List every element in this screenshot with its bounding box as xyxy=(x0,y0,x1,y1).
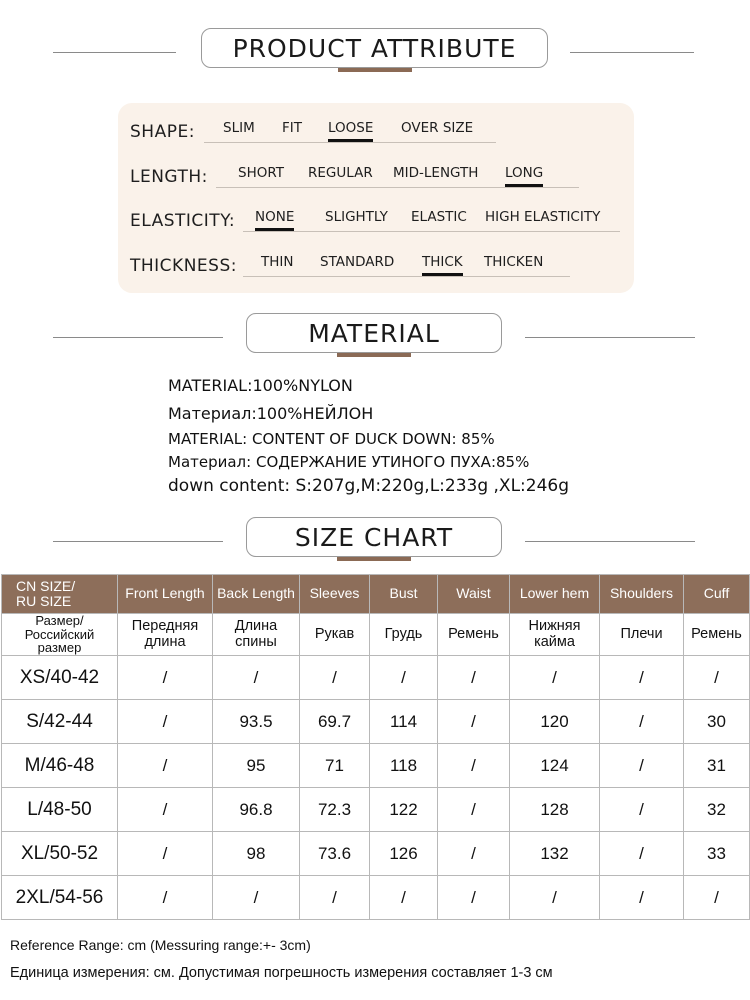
measurement-cell: Lower hem xyxy=(510,575,600,614)
measurement-cell: / xyxy=(300,656,370,700)
measurement-cell: / xyxy=(510,876,600,920)
reference-range-note: Reference Range: cm (Messuring range:+- 3cm) xyxy=(10,937,311,953)
measurement-cell: / xyxy=(438,832,510,876)
measurement-cell: / xyxy=(600,788,684,832)
reference-range-note-ru: Единица измерения: см. Допустимая погрешность измерения составляет 1-3 см xyxy=(10,965,553,981)
table-row xyxy=(2,876,750,920)
section-title: MATERIAL xyxy=(246,313,502,353)
measurement-cell: 98 xyxy=(213,832,300,876)
measurement-cell: / xyxy=(600,656,684,700)
attr-label: THICKNESS: xyxy=(130,256,237,276)
measurement-cell: Рукав xyxy=(300,614,370,656)
divider-left xyxy=(53,52,176,53)
measurement-cell: 71 xyxy=(300,744,370,788)
size-chart-header xyxy=(0,517,750,567)
size-label-cell: L/48-50 xyxy=(2,788,118,832)
measurement-cell: / xyxy=(213,656,300,700)
measurement-cell: Грудь xyxy=(370,614,438,656)
measurement-cell: 30 xyxy=(684,700,750,744)
measurement-cell: / xyxy=(370,876,438,920)
size-label-cell: S/42-44 xyxy=(2,700,118,744)
measurement-cell: / xyxy=(438,700,510,744)
measurement-cell: Waist xyxy=(438,575,510,614)
measurement-cell: 124 xyxy=(510,744,600,788)
attr-option: SLIGHTLY xyxy=(325,209,388,225)
attr-underline xyxy=(243,231,620,232)
measurement-cell: / xyxy=(438,788,510,832)
measurement-cell: 73.6 xyxy=(300,832,370,876)
measurement-cell: 95 xyxy=(213,744,300,788)
measurement-cell: Bust xyxy=(370,575,438,614)
measurement-cell: / xyxy=(118,656,213,700)
measurement-cell: 118 xyxy=(370,744,438,788)
attr-label: LENGTH: xyxy=(130,167,208,187)
measurement-cell: 128 xyxy=(510,788,600,832)
measurement-cell: / xyxy=(370,656,438,700)
measurement-cell: 32 xyxy=(684,788,750,832)
measurement-cell: / xyxy=(213,876,300,920)
attr-row-length xyxy=(118,163,634,193)
attr-underline xyxy=(204,142,496,143)
measurement-cell: 93.5 xyxy=(213,700,300,744)
size-label-cell: CN SIZE/ RU SIZE xyxy=(2,575,118,614)
attr-option: HIGH ELASTICITY xyxy=(485,209,601,225)
measurement-cell: 33 xyxy=(684,832,750,876)
attr-option: MID-LENGTH xyxy=(393,165,479,181)
material-header xyxy=(0,313,750,363)
section-title: PRODUCT ATTRIBUTE xyxy=(201,28,548,68)
title-accent-bar xyxy=(337,557,411,561)
size-label-cell: XS/40-42 xyxy=(2,656,118,700)
measurement-cell: Передняя длина xyxy=(118,614,213,656)
measurement-cell: 72.3 xyxy=(300,788,370,832)
measurement-cell: 122 xyxy=(370,788,438,832)
material-line: MATERIAL:100%NYLON xyxy=(168,376,353,395)
measurement-cell: / xyxy=(118,700,213,744)
attr-underline xyxy=(243,276,570,277)
measurement-cell: / xyxy=(438,876,510,920)
measurement-cell: Back Length xyxy=(213,575,300,614)
section-title: SIZE CHART xyxy=(246,517,502,557)
table-row xyxy=(2,788,750,832)
divider-right xyxy=(570,52,694,53)
measurement-cell: / xyxy=(600,700,684,744)
attr-option: REGULAR xyxy=(308,165,373,181)
attr-option-selected: LOOSE xyxy=(328,120,374,136)
attr-underline xyxy=(216,187,579,188)
table-row xyxy=(2,744,750,788)
attr-row-elasticity xyxy=(118,207,634,237)
table-row xyxy=(2,832,750,876)
size-label-cell: M/46-48 xyxy=(2,744,118,788)
attr-option: OVER SIZE xyxy=(401,120,474,136)
size-label-cell: 2XL/54-56 xyxy=(2,876,118,920)
attr-option: ELASTIC xyxy=(411,209,467,225)
attr-option: THIN xyxy=(261,254,294,270)
attribute-panel xyxy=(118,103,634,293)
material-line: down content: S:207g,M:220g,L:233g ,XL:246g xyxy=(168,476,570,496)
measurement-cell: Ремень xyxy=(438,614,510,656)
table-row xyxy=(2,656,750,700)
title-accent-bar xyxy=(337,353,411,357)
measurement-cell: / xyxy=(600,876,684,920)
measurement-cell: Плечи xyxy=(600,614,684,656)
measurement-cell: Front Length xyxy=(118,575,213,614)
divider-right xyxy=(525,337,695,338)
divider-right xyxy=(525,541,695,542)
attr-option-selected: LONG xyxy=(505,165,544,181)
attr-row-thickness xyxy=(118,252,634,282)
measurement-cell: / xyxy=(510,656,600,700)
measurement-cell: 120 xyxy=(510,700,600,744)
size-chart-table xyxy=(1,574,750,920)
measurement-cell: / xyxy=(118,876,213,920)
attr-option: STANDARD xyxy=(320,254,395,270)
measurement-cell: Sleeves xyxy=(300,575,370,614)
attr-option-selected: THICK xyxy=(422,254,463,270)
measurement-cell: / xyxy=(438,656,510,700)
measurement-cell: / xyxy=(118,788,213,832)
measurement-cell: 126 xyxy=(370,832,438,876)
size-label-cell: XL/50-52 xyxy=(2,832,118,876)
table-header-row xyxy=(2,575,750,614)
measurement-cell: Ремень xyxy=(684,614,750,656)
measurement-cell: / xyxy=(118,832,213,876)
measurement-cell: / xyxy=(438,744,510,788)
measurement-cell: / xyxy=(118,744,213,788)
attr-option: FIT xyxy=(282,120,302,136)
measurement-cell: Длина спины xyxy=(213,614,300,656)
divider-left xyxy=(53,541,223,542)
material-line: Материал:100%НЕЙЛОН xyxy=(168,404,374,423)
measurement-cell: / xyxy=(684,656,750,700)
measurement-cell: 69.7 xyxy=(300,700,370,744)
attr-option: THICKEN xyxy=(484,254,544,270)
measurement-cell: 96.8 xyxy=(213,788,300,832)
measurement-cell: Нижняя кайма xyxy=(510,614,600,656)
measurement-cell: 114 xyxy=(370,700,438,744)
measurement-cell: / xyxy=(600,744,684,788)
measurement-cell: Shoulders xyxy=(600,575,684,614)
attr-label: SHAPE: xyxy=(130,122,195,142)
attr-option-selected: NONE xyxy=(255,209,295,225)
divider-left xyxy=(53,337,223,338)
attr-row-shape xyxy=(118,118,634,148)
measurement-cell: 132 xyxy=(510,832,600,876)
attr-option: SLIM xyxy=(223,120,255,136)
attr-option: SHORT xyxy=(238,165,284,181)
table-header-row-ru xyxy=(2,614,750,656)
size-label-cell: Размер/ Российский размер xyxy=(2,614,118,656)
measurement-cell: / xyxy=(684,876,750,920)
material-line: MATERIAL: CONTENT OF DUCK DOWN: 85% xyxy=(168,430,495,448)
measurement-cell: / xyxy=(300,876,370,920)
table-row xyxy=(2,700,750,744)
title-accent-bar xyxy=(338,68,412,72)
material-line: Материал: СОДЕРЖАНИЕ УТИНОГО ПУХА:85% xyxy=(168,453,530,471)
attr-label: ELASTICITY: xyxy=(130,211,236,231)
measurement-cell: 31 xyxy=(684,744,750,788)
measurement-cell: / xyxy=(600,832,684,876)
product-attribute-header xyxy=(0,28,750,78)
measurement-cell: Cuff xyxy=(684,575,750,614)
